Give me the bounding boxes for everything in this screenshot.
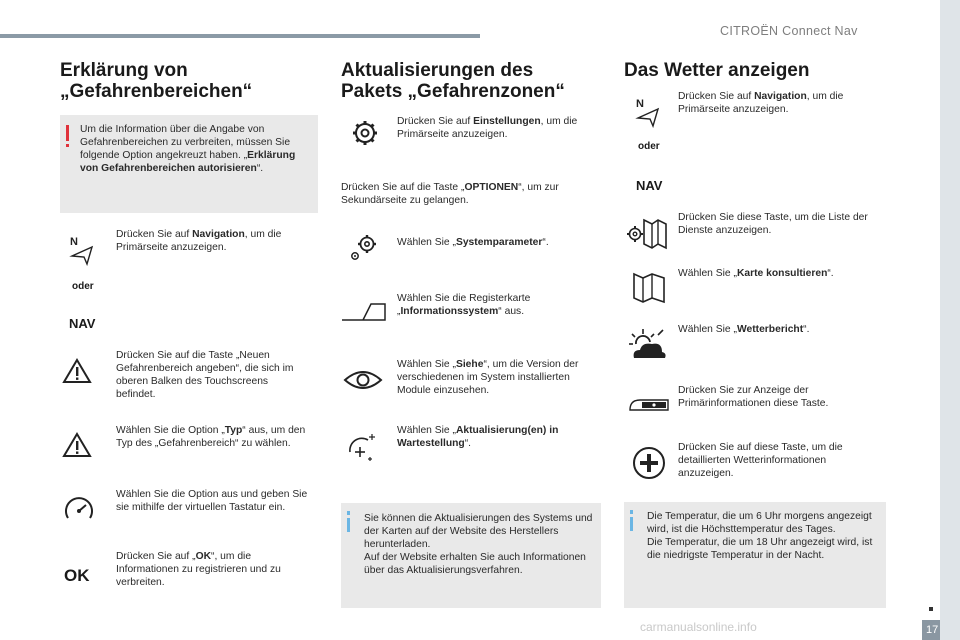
col1-step1-text: Drücken Sie auf Navigation, um die Primärseite anzuzeigen. (116, 229, 282, 253)
system-parameters-icon (347, 232, 379, 262)
navigation-arrow-icon (66, 234, 96, 266)
warning-triangle-icon (62, 432, 92, 458)
col1-title (60, 60, 320, 102)
update-pending-icon (346, 430, 380, 464)
oder-label: oder (638, 141, 660, 152)
page-number: 17 (926, 624, 939, 636)
eye-icon (343, 368, 383, 392)
header-title: CITROËN Connect Nav (720, 24, 858, 38)
weather-sun-cloud-icon (628, 328, 668, 362)
info-icon-dot (347, 511, 350, 515)
info-icon (347, 518, 350, 532)
page-dot (929, 607, 933, 611)
options-dial-icon (62, 494, 96, 524)
svg-text:N: N (70, 236, 78, 248)
col2-step4-text: Wählen Sie die Registerkarte „Informationssystem“ aus. (397, 293, 531, 317)
col1-step3-text: Wählen Sie die Option „Typ“ aus, um den Typ des „Gefahrenbereich“ zu wählen. (116, 425, 306, 449)
svg-text:N: N (636, 98, 644, 110)
col2-step3-text: Wählen Sie „Systemparameter“. (397, 237, 549, 248)
plus-circle-icon (632, 446, 666, 480)
col3-info-text: Die Temperatur, die um 6 Uhr morgens angezeigt wird, ist die Höchsttemperatur des Tages. Die Temperatur, die um 18 Uhr angezeigt wird, ist die niedrigste Temperatur in der Nacht. (647, 511, 873, 561)
warning-icon-dot (66, 144, 69, 147)
col3-step6-text: Drücken Sie auf diese Taste, um die detaillierten Wetterinformationen anzuzeigen. (678, 442, 843, 479)
nav-label: NAV (636, 178, 663, 193)
col2-step6-text: Wählen Sie „Aktualisierung(en) in Wartestellung“. (397, 425, 559, 449)
col2-info-text: Sie können die Aktualisierungen des Systems und der Karten auf der Website des Herstellers herunterladen. Auf der Website erhalten Sie auch Informationen über das Aktualisierungsverfahren. (364, 513, 593, 576)
nav-label: NAV (69, 316, 96, 331)
watermark: carmanualsonline.info (640, 620, 757, 634)
navigation-arrow-icon (632, 96, 662, 128)
info-icon-dot (630, 510, 633, 514)
col3-step2-text: Drücken Sie diese Taste, um die Liste der Dienste anzuzeigen. (678, 212, 868, 236)
col2-step2-text: Drücken Sie auf die Taste „OPTIONEN“, um zur Sekundärseite zu gelangen. (341, 182, 559, 206)
col1-step2-text: Drücken Sie auf die Taste „Neuen Gefahrenbereich angeben“, die sich im oberen Balken des Touchscreens befindet. (116, 350, 294, 400)
col2-title-line2: Pakets „Gefahrenzonen“ (341, 81, 565, 102)
col1-step5-text: Drücken Sie auf „OK“, um die Informationen zu registrieren und zu verbreiten. (116, 551, 281, 588)
col2-title (341, 60, 601, 102)
map-icon (632, 270, 666, 304)
col3-step4-text: Wählen Sie „Wetterbericht“. (678, 324, 810, 335)
col2-step5-text: Wählen Sie „Siehe“, um die Version der verschiedenen im System installierten Module einzusehen. (397, 359, 579, 396)
header-rule (0, 34, 480, 38)
weather-tab-icon (628, 396, 670, 414)
col3-step3-text: Wählen Sie „Karte konsultieren“. (678, 268, 834, 279)
page-side-strip (940, 0, 960, 640)
col1-title-line2: „Gefahrenbereichen“ (60, 81, 253, 102)
col3-title: Das Wetter anzeigen (624, 60, 810, 81)
settings-map-icon (626, 216, 668, 250)
info-icon (630, 517, 633, 531)
tab-icon (341, 300, 387, 322)
warning-triangle-icon (62, 358, 92, 384)
col3-step5-text: Drücken Sie zur Anzeige der Primärinformationen diese Taste. (678, 385, 829, 409)
col1-step4-text: Wählen Sie die Option aus und geben Sie sie mithilfe der virtuellen Tastatur ein. (116, 489, 308, 513)
col2-title-line1: Aktualisierungen des (341, 60, 534, 81)
settings-gear-icon (350, 118, 380, 148)
oder-label: oder (72, 281, 94, 292)
warning-text: Um die Information über die Angabe von Gefahrenbereichen zu verbreiten, müssen Sie folgende Option angekreuzt haben. „Erklärung von Gefahrenbereichen autorisieren“. (80, 124, 296, 174)
ok-label: OK (64, 566, 90, 585)
col2-step1-text: Drücken Sie auf Einstellungen, um die Primärseite anzuzeigen. (397, 116, 578, 140)
warning-icon (66, 125, 69, 141)
col3-step1-text: Drücken Sie auf Navigation, um die Primärseite anzuzeigen. (678, 91, 844, 115)
col1-title-line1: Erklärung von (60, 60, 188, 81)
